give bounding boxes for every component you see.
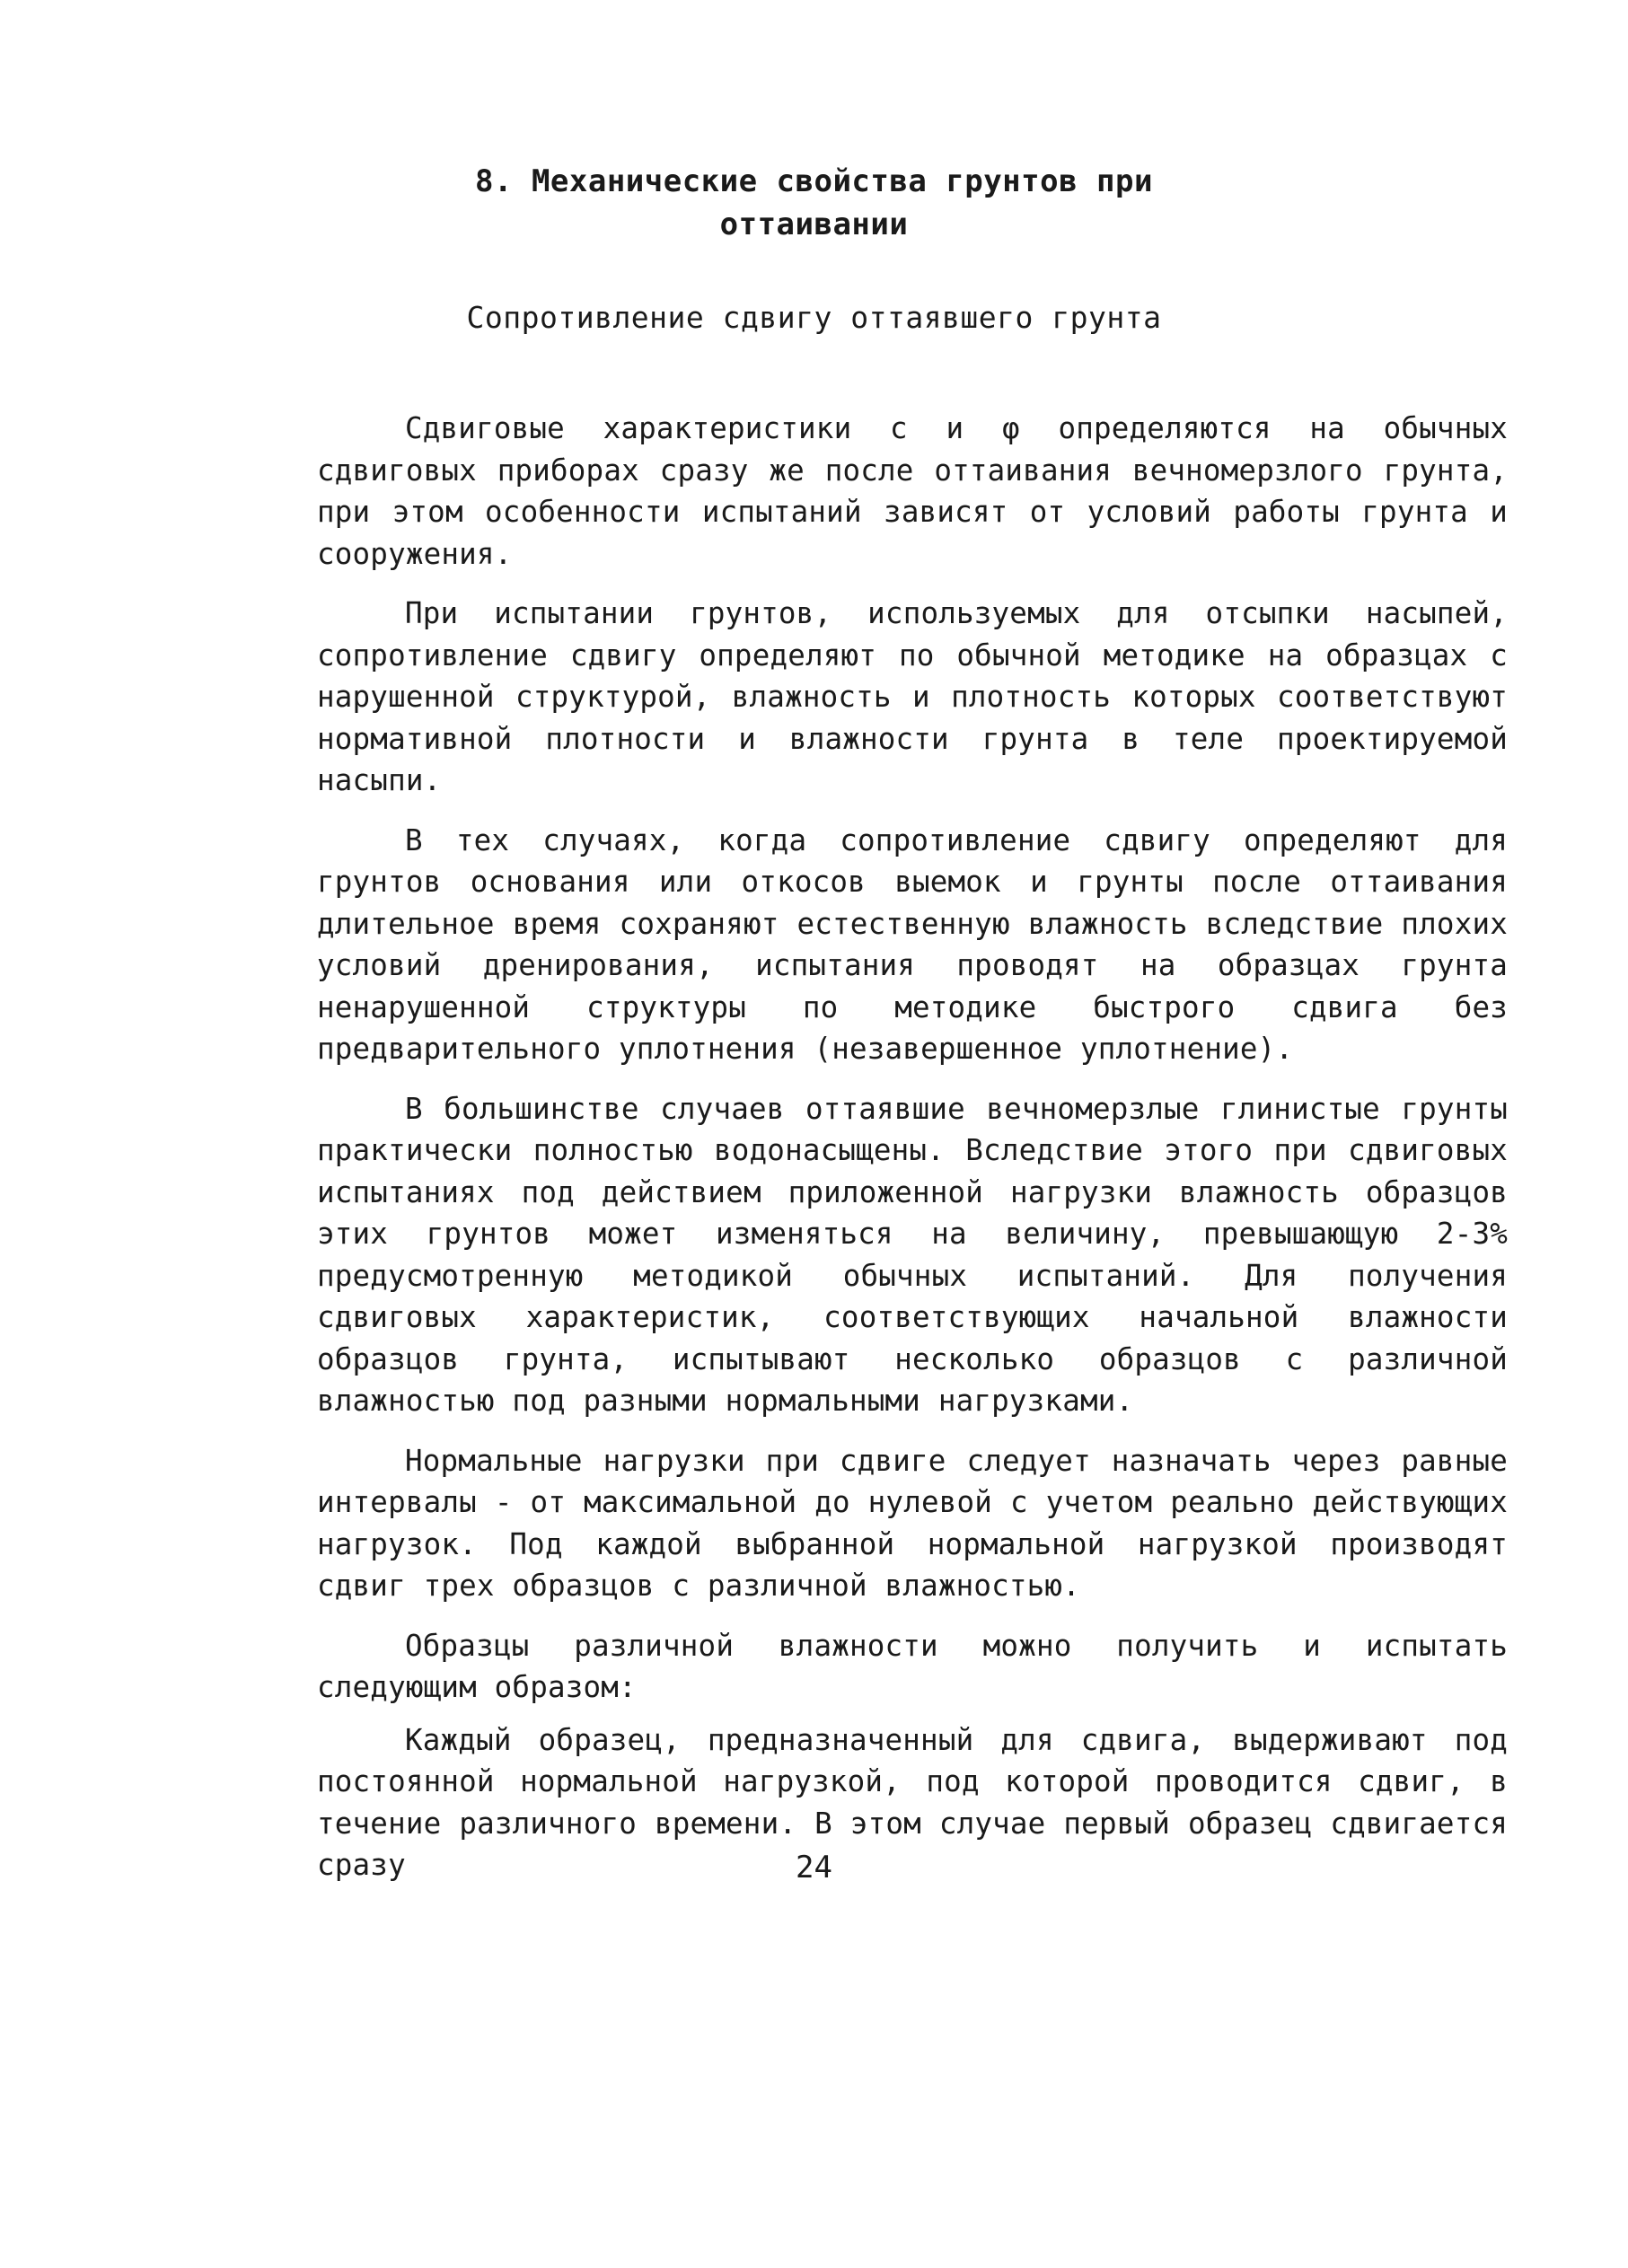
paragraph-shear-characteristics: Сдвиговые характеристики c и φ определяются на обычных сдвиговых приборах сразу же после оттаивания вечномерзлого грунта, при этом особенности испытаний зависят от условий работы грунта и сооружения. [317, 411, 1508, 571]
paragraph-foundation-soils: В тех случаях, когда сопротивление сдвигу определяют для грунтов основания или откосов выемок и грунты после оттаивания длительное время сохраняют естественную влажность вследствие плохих условий дренирования, испытания проводят на образцах грунта ненарушенной структуры по методике быстрого сдвига без предварительного уплотнения (незавершенное уплотнение). [317, 822, 1508, 1066]
paragraph-sample-holding: Каждый образец, предназначенный для сдвига, выдерживают под постоянной нормальной нагрузкой, под которой проводится сдвиг, в течение различного времени. В этом случае первый образец сдвигается сразу [317, 1722, 1508, 1882]
subsection-title: Сопротивление сдвигу оттаявшего грунта [466, 300, 1162, 335]
section-title-line-1: 8. Механические свойства грунтов при [475, 163, 1153, 199]
page-number: 24 [796, 1850, 832, 1886]
paragraph-saturated-soils: В большинстве случаев оттаявшие вечномерзлые глинистые грунты практически полностью водонасыщены. Вследствие этого при сдвиговых испытаниях под действием приложенной нагрузки влажность образцов этих грунтов может изменяться на величину, превышающую 2-3% предусмотренную методикой обычных испытаний. Для получения сдвиговых характеристик, соответствующих начальной влажности образцов грунта, испытывают несколько образцов с различной влажностью под разными нормальными нагрузками. [317, 1091, 1508, 1418]
section-title-line-2: оттаивании [719, 207, 909, 242]
paragraph-sample-preparation: Образцы различной влажности можно получить и испытать следующим образом: [317, 1628, 1508, 1704]
body-text [317, 408, 1508, 1886]
paragraph-normal-loads: Нормальные нагрузки при сдвиге следует назначать через равные интервалы - от максимальной до нулевой с учетом реально действующих нагрузок. Под каждой выбранной нормальной нагрузкой производят сдвиг трех образцов с различной влажностью. [317, 1443, 1508, 1603]
paragraph-embankment-soils: При испытании грунтов, используемых для отсыпки насыпей, сопротивление сдвигу определяют по обычной методике на образцах с нарушенной структурой, влажность и плотность которых соответствуют нормативной плотности и влажности грунта в теле проектируемой насыпи. [317, 596, 1508, 797]
